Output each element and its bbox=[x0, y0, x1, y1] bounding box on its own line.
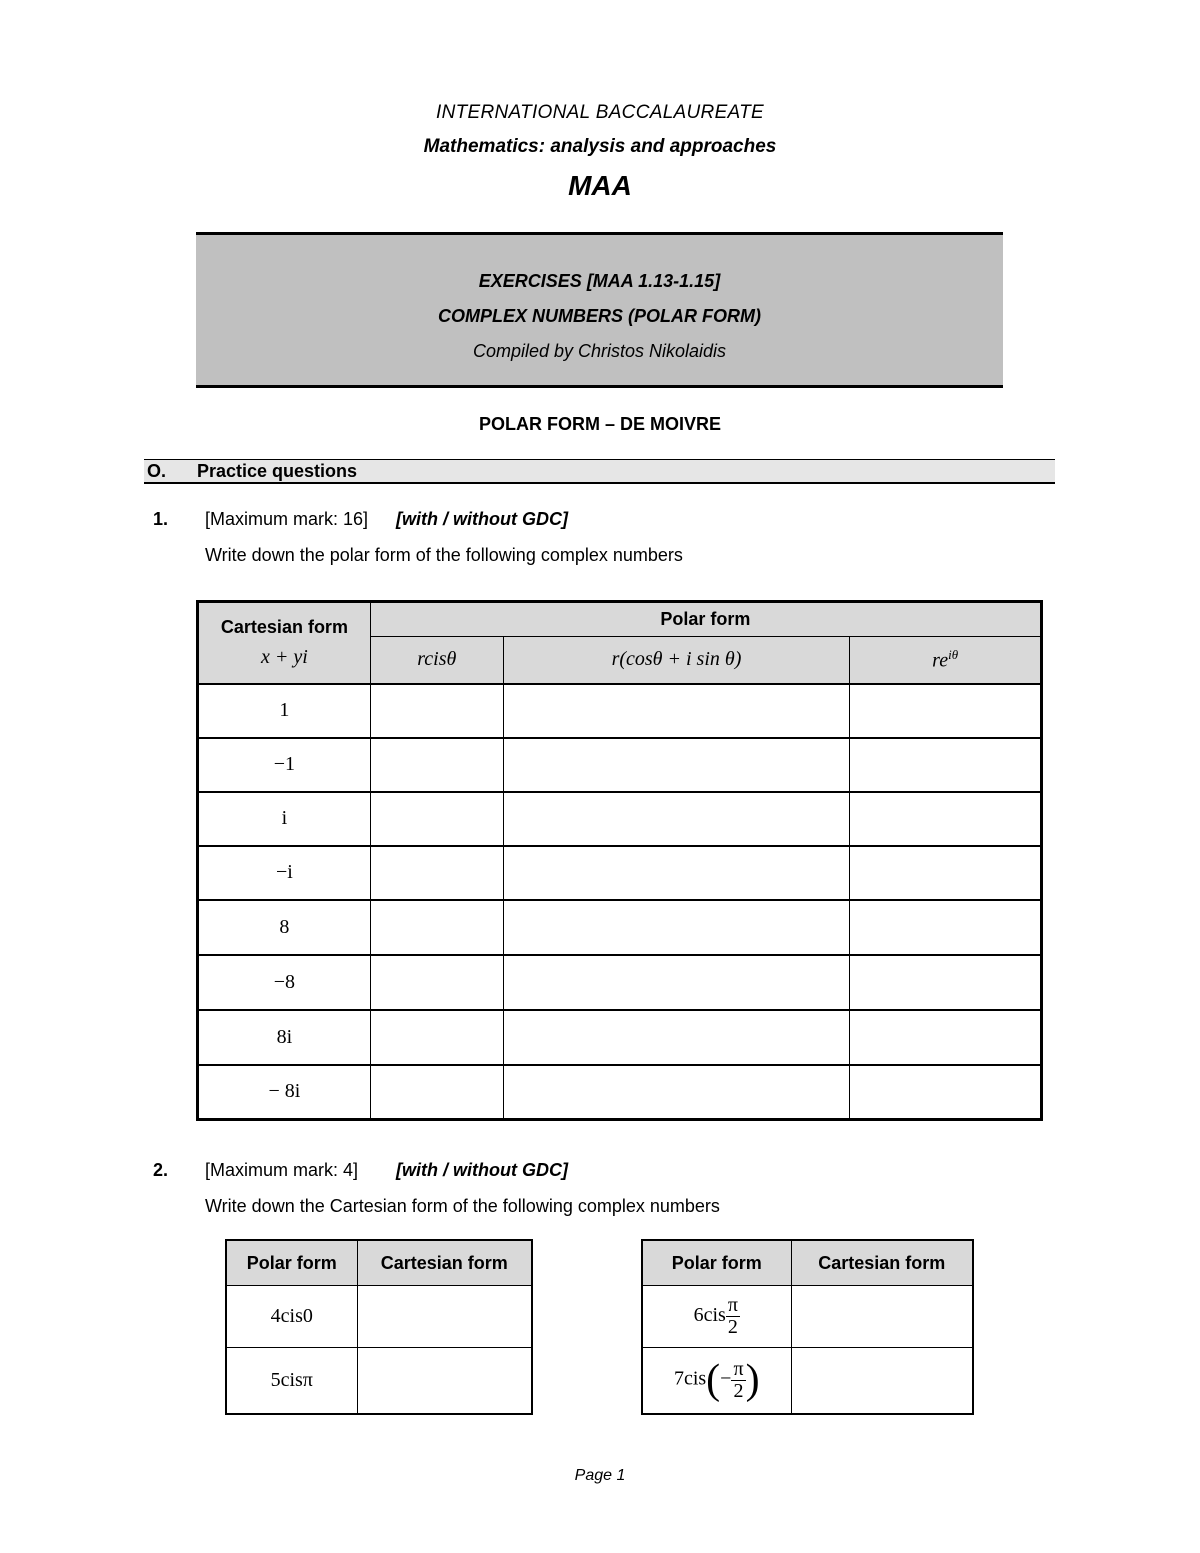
sub-exp bbox=[850, 637, 1042, 684]
fraction-denominator: 2 bbox=[733, 1379, 744, 1402]
table-row-cell bbox=[642, 1286, 791, 1348]
table-row-cell: 8 bbox=[198, 900, 371, 955]
table-row-cell: −1 bbox=[198, 738, 371, 792]
polar-prefix: 6cis bbox=[693, 1304, 726, 1327]
sub-exp-base: re bbox=[932, 649, 949, 672]
q2-number: 2. bbox=[153, 1160, 169, 1180]
answer-cell[interactable] bbox=[850, 955, 1042, 1010]
q1-table bbox=[196, 600, 1043, 1121]
header-course: Mathematics: analysis and approaches bbox=[423, 136, 777, 157]
fraction bbox=[726, 1295, 740, 1338]
right-paren-glyph: ) bbox=[745, 1357, 760, 1404]
table-row-cell: − 8i bbox=[198, 1065, 371, 1120]
table-row-cell: 8i bbox=[198, 1010, 371, 1065]
header-code: MAA bbox=[568, 170, 632, 201]
header-institution: INTERNATIONAL BACCALAUREATE bbox=[435, 102, 764, 123]
col-polar-header: Polar form bbox=[370, 602, 1041, 637]
section-label: Practice questions bbox=[197, 461, 358, 481]
q2-marks: [Maximum mark: 4] bbox=[205, 1160, 359, 1180]
answer-cell[interactable] bbox=[357, 1348, 532, 1414]
answer-cell[interactable] bbox=[370, 792, 503, 846]
answer-cell[interactable] bbox=[850, 900, 1042, 955]
col-cartesian-title: Cartesian form bbox=[220, 616, 348, 637]
sub-trig: r(cosθ + i sin θ) bbox=[503, 637, 850, 684]
answer-cell[interactable] bbox=[370, 738, 503, 792]
answer-cell[interactable] bbox=[850, 1010, 1042, 1065]
q2-left-table bbox=[225, 1239, 533, 1415]
answer-cell[interactable] bbox=[791, 1348, 973, 1414]
answer-cell[interactable] bbox=[370, 955, 503, 1010]
q1-number: 1. bbox=[153, 509, 169, 529]
col-cartesian-math: x + yi bbox=[261, 645, 308, 668]
q1-gdc: [with / without GDC] bbox=[396, 509, 568, 529]
section-number: O. bbox=[147, 461, 167, 481]
table-row-cell: i bbox=[198, 792, 371, 846]
minus-sign: − bbox=[720, 1367, 732, 1390]
answer-cell[interactable] bbox=[370, 1065, 503, 1120]
answer-cell[interactable] bbox=[357, 1286, 532, 1348]
answer-cell[interactable] bbox=[370, 900, 503, 955]
q2-gdc: [with / without GDC] bbox=[396, 1160, 568, 1180]
banner-topic: COMPLEX NUMBERS (POLAR FORM) bbox=[438, 306, 761, 326]
answer-cell[interactable] bbox=[503, 900, 850, 955]
answer-cell[interactable] bbox=[850, 792, 1042, 846]
answer-cell[interactable] bbox=[850, 684, 1042, 738]
fraction-denominator: 2 bbox=[727, 1316, 738, 1338]
q1-header bbox=[205, 509, 568, 530]
table-row-cell: 1 bbox=[198, 684, 371, 738]
left-paren-glyph: ( bbox=[706, 1357, 721, 1404]
section-title: POLAR FORM – DE MOIVRE bbox=[478, 414, 721, 434]
q2-right-table bbox=[641, 1239, 974, 1415]
q2-right-h1: Polar form bbox=[642, 1240, 791, 1286]
answer-cell[interactable] bbox=[850, 1065, 1042, 1120]
section-bar bbox=[144, 459, 1055, 484]
answer-cell[interactable] bbox=[850, 846, 1042, 900]
q2-right-h2: Cartesian form bbox=[791, 1240, 973, 1286]
fraction-numerator: π bbox=[727, 1294, 738, 1316]
fraction bbox=[731, 1359, 745, 1402]
answer-cell[interactable] bbox=[370, 1010, 503, 1065]
title-banner bbox=[196, 232, 1003, 388]
answer-cell[interactable] bbox=[791, 1286, 973, 1348]
fraction-numerator: π bbox=[733, 1357, 744, 1380]
table-row-cell: −8 bbox=[198, 955, 371, 1010]
answer-cell[interactable] bbox=[850, 738, 1042, 792]
table-row-cell: −i bbox=[198, 846, 371, 900]
answer-cell[interactable] bbox=[503, 684, 850, 738]
answer-cell[interactable] bbox=[503, 738, 850, 792]
sub-exp-power: iθ bbox=[948, 646, 959, 662]
q2-header bbox=[205, 1160, 568, 1181]
polar-prefix: 7cis bbox=[673, 1367, 707, 1390]
answer-cell[interactable] bbox=[503, 1065, 850, 1120]
table-row-cell bbox=[642, 1348, 791, 1414]
col-cartesian-header bbox=[198, 602, 371, 684]
table-row-cell: 4cis0 bbox=[226, 1286, 357, 1348]
answer-cell[interactable] bbox=[503, 792, 850, 846]
table-row-cell: 5cisπ bbox=[226, 1348, 357, 1414]
sub-rcis: rcisθ bbox=[370, 637, 503, 684]
q2-text: Write down the Cartesian form of the following complex numbers bbox=[205, 1196, 720, 1216]
page-number: Page 1 bbox=[574, 1467, 626, 1484]
answer-cell[interactable] bbox=[370, 684, 503, 738]
q2-left-h1: Polar form bbox=[226, 1240, 357, 1286]
answer-cell[interactable] bbox=[503, 955, 850, 1010]
answer-cell[interactable] bbox=[503, 1010, 850, 1065]
answer-cell[interactable] bbox=[370, 846, 503, 900]
q2-left-h2: Cartesian form bbox=[357, 1240, 532, 1286]
banner-author: Compiled by Christos Nikolaidis bbox=[472, 341, 727, 361]
banner-exercises: EXERCISES [MAA 1.13-1.15] bbox=[478, 271, 721, 291]
q1-marks: [Maximum mark: 16] bbox=[205, 509, 369, 529]
q1-text: Write down the polar form of the following complex numbers bbox=[205, 545, 683, 565]
answer-cell[interactable] bbox=[503, 846, 850, 900]
